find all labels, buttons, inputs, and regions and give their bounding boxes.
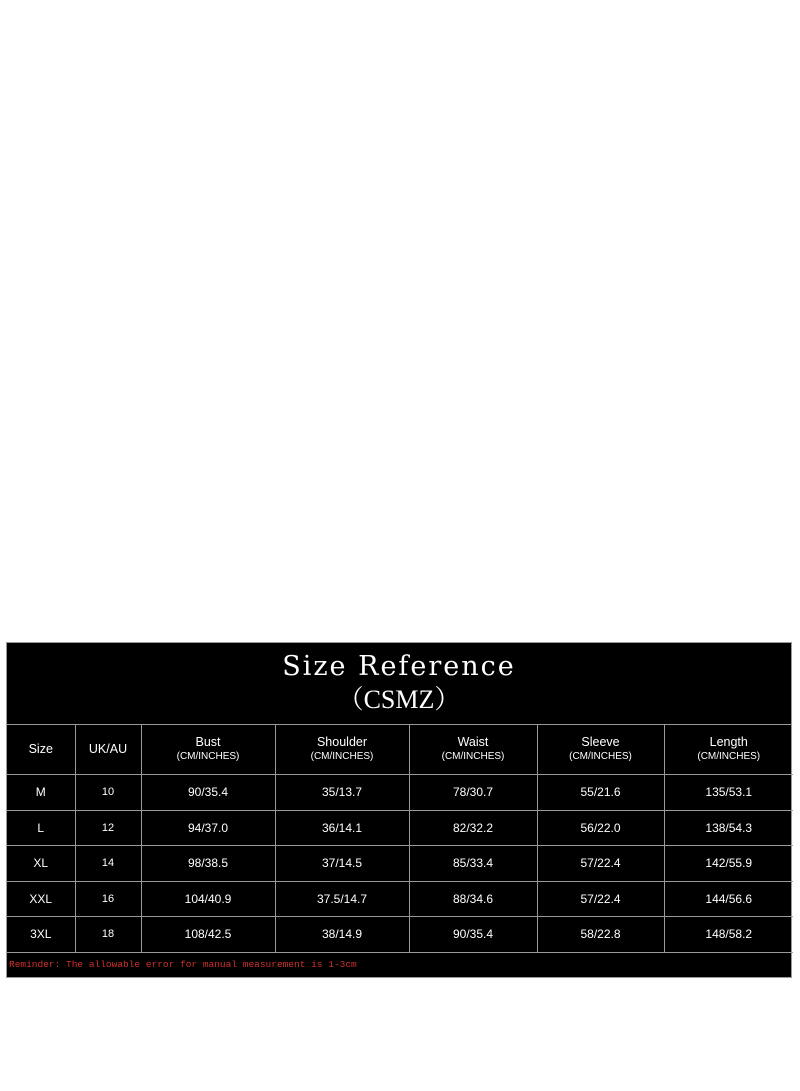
header-row xyxy=(7,725,793,775)
bust-cell: 90/35.4 xyxy=(141,775,275,811)
table-row xyxy=(7,881,793,917)
header-waist: Waist (CM/INCHES) xyxy=(409,725,537,775)
bust-cell: 98/38.5 xyxy=(141,846,275,882)
table-row xyxy=(7,775,793,811)
size-cell: M xyxy=(7,775,75,811)
table-row xyxy=(7,846,793,882)
size-table xyxy=(7,725,793,953)
length-cell: 144/56.6 xyxy=(664,881,793,917)
bust-cell: 104/40.9 xyxy=(141,881,275,917)
chart-subtitle: （CSMZ） xyxy=(337,685,461,714)
chart-title: Size Reference xyxy=(282,651,516,682)
header-bust: Bust (CM/INCHES) xyxy=(141,725,275,775)
shoulder-cell: 37/14.5 xyxy=(275,846,409,882)
uk-au-cell: 14 xyxy=(75,846,141,882)
length-cell: 138/54.3 xyxy=(664,810,793,846)
waist-cell: 90/35.4 xyxy=(409,917,537,953)
length-cell: 142/55.9 xyxy=(664,846,793,882)
bust-cell: 94/37.0 xyxy=(141,810,275,846)
table-row xyxy=(7,917,793,953)
size-chart xyxy=(6,642,792,978)
sleeve-cell: 57/22.4 xyxy=(537,881,664,917)
uk-au-cell: 18 xyxy=(75,917,141,953)
uk-au-cell: 16 xyxy=(75,881,141,917)
shoulder-cell: 35/13.7 xyxy=(275,775,409,811)
header-uk-au: UK/AU xyxy=(75,725,141,775)
header-size: Size xyxy=(7,725,75,775)
bust-cell: 108/42.5 xyxy=(141,917,275,953)
measurement-reminder: Reminder: The allowable error for manual measurement is 1-3cm xyxy=(9,958,357,970)
waist-cell: 78/30.7 xyxy=(409,775,537,811)
size-cell: XL xyxy=(7,846,75,882)
title-block xyxy=(7,643,791,725)
header-sleeve: Sleeve (CM/INCHES) xyxy=(537,725,664,775)
header-shoulder: Shoulder (CM/INCHES) xyxy=(275,725,409,775)
uk-au-cell: 10 xyxy=(75,775,141,811)
size-cell: L xyxy=(7,810,75,846)
sleeve-cell: 56/22.0 xyxy=(537,810,664,846)
size-cell: XXL xyxy=(7,881,75,917)
length-cell: 148/58.2 xyxy=(664,917,793,953)
sleeve-cell: 58/22.8 xyxy=(537,917,664,953)
waist-cell: 85/33.4 xyxy=(409,846,537,882)
waist-cell: 82/32.2 xyxy=(409,810,537,846)
table-row xyxy=(7,810,793,846)
shoulder-cell: 38/14.9 xyxy=(275,917,409,953)
sleeve-cell: 55/21.6 xyxy=(537,775,664,811)
length-cell: 135/53.1 xyxy=(664,775,793,811)
header-length: Length (CM/INCHES) xyxy=(664,725,793,775)
size-cell: 3XL xyxy=(7,917,75,953)
waist-cell: 88/34.6 xyxy=(409,881,537,917)
uk-au-cell: 12 xyxy=(75,810,141,846)
shoulder-cell: 36/14.1 xyxy=(275,810,409,846)
sleeve-cell: 57/22.4 xyxy=(537,846,664,882)
shoulder-cell: 37.5/14.7 xyxy=(275,881,409,917)
